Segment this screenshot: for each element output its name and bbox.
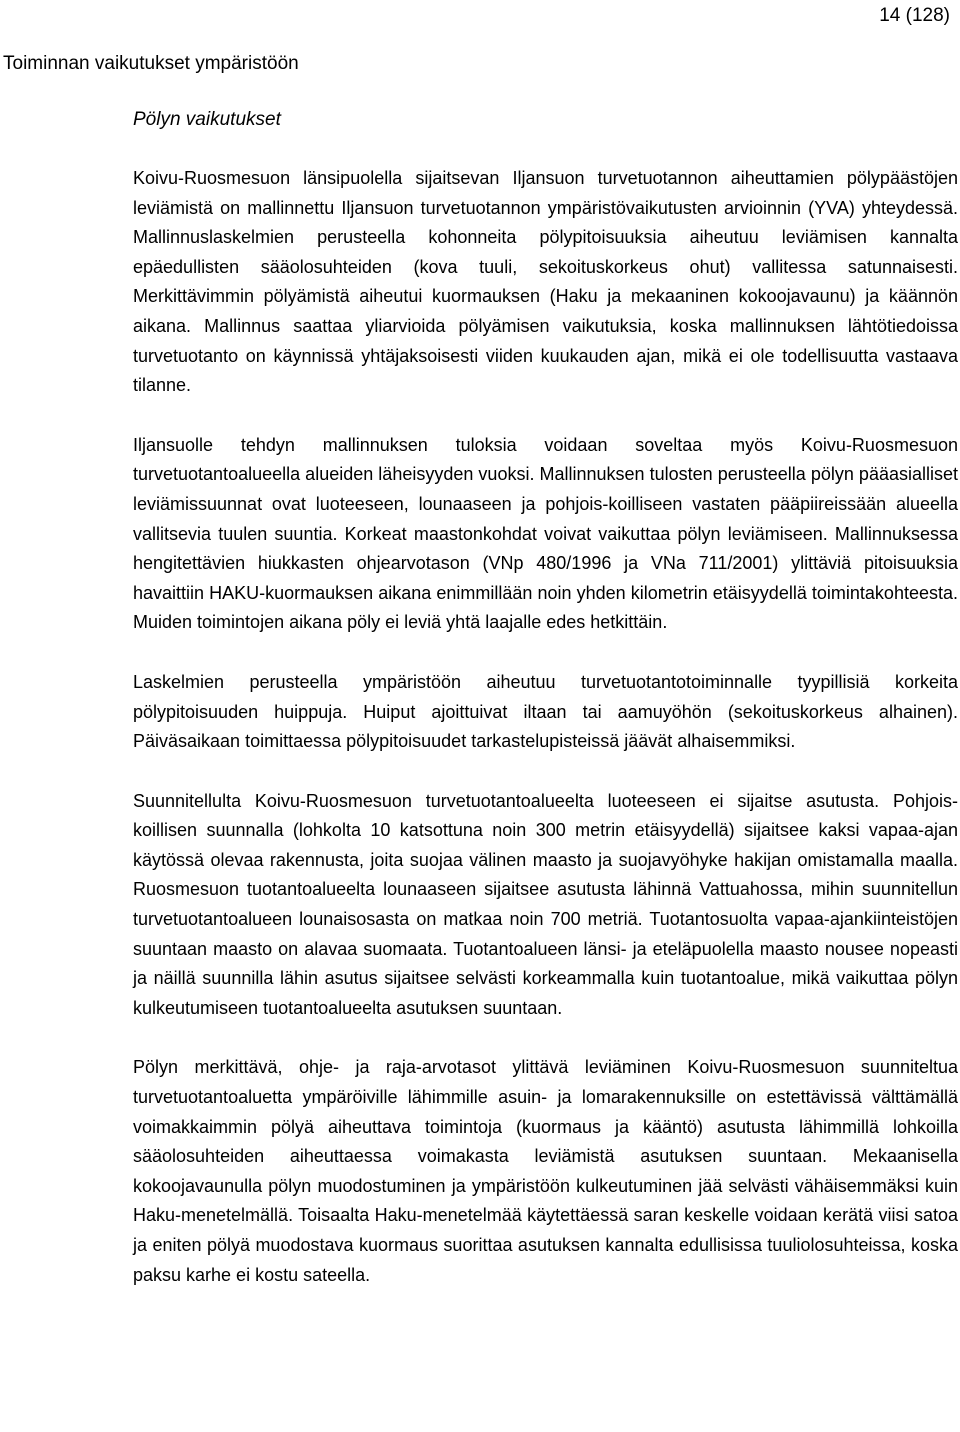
paragraph: Suunnitellulta Koivu-Ruosmesuon turvetuotantoalueelta luoteeseen ei sijaitse asutusta. Pohjois-koillisen suunnalla (lohkolta 10 katsottuna noin 300 metrin etäisyydellä) sijaitsee kaksi vapaa-ajan käytössä olevaa rakennusta, joita suojaa välinen maasto ja suojavyöhyke hakijan omistamalla maalla. Ruosmesuon tuotantoalueelta lounaaseen sijaitsee asutusta lähinnä Vattuahossa, mihin suunnitellun turvetuotantoalueen lounaisosasta on matkaa noin 700 metriä. Tuotantosuolta vapaa-ajankiinteistöjen suuntaan maasto on alavaa suomaata. Tuotantoalueen länsi- ja eteläpuolella maasto nousee nopeasti ja näillä suunnilla lähin asutus sijaitsee selvästi korkeammalla kuin tuotantoalue, mikä vaikuttaa pölyn kulkeutumiseen tuotantoalueelta asutuksen suuntaan. xyxy=(133,790,958,1018)
body-text xyxy=(133,164,958,1320)
page-number: 14 (128) xyxy=(879,5,950,26)
paragraph: Koivu-Ruosmesuon länsipuolella sijaitsevan Iljansuon turvetuotannon aiheuttamien pölypäästöjen leviämistä on mallinnettu Iljansuon turvetuotannon ympäristövaikutusten arvioinnin (YVA) yhteydessä. Mallinnuslaskelmien perusteella kohonneita pölypitoisuuksia aiheutuu leviämisen kannalta epäedullisten sääolosuhteiden (kova tuuli, sekoituskorkeus ohut) vallitessa satunnaisesti. Merkittävimmin pölyämistä aiheutui kuormauksen (Haku ja mekaaninen kokoojavaunu) ja käännön aikana. Mallinnus saattaa yliarvioida pölyämisen vaikutuksia, koska mallinnuksen lähtötiedoissa turvetuotanto on käynnissä yhtäjaksoisesti viiden kuukauden ajan, mikä ei ole todellisuutta vastaava tilanne. xyxy=(133,168,958,396)
section-title: Toiminnan vaikutukset ympäristöön xyxy=(3,53,299,74)
paragraph: Iljansuolle tehdyn mallinnuksen tuloksia voidaan soveltaa myös Koivu-Ruosmesuon turvetuotantoalueella alueiden läheisyyden vuoksi. Mallinnuksen tulosten perusteella pölyn pääasialliset leviämissuunnat ovat luoteeseen, lounaaseen ja pohjois-koilliseen vastaten pääpiireissään alueella vallitsevia tuulen suuntia. Korkeat maastonkohdat voivat vaikuttaa pölyn leviämiseen. Mallinnuksessa hengitettävien hiukkasten ohjearvotason (VNp 480/1996 ja VNa 711/2001) ylittäviä pitoisuuksia havaittiin HAKU-kuormauksen aikana enimmillään noin yhden kilometrin etäisyydellä toimintakohteesta. Muiden toimintojen aikana pöly ei leviä yhtä laajalle edes hetkittäin. xyxy=(133,434,958,633)
paragraph: Laskelmien perusteella ympäristöön aiheutuu turvetuotantotoiminnalle tyypillisiä korkeita pölypitoisuuden huippuja. Huiput ajoittuivat iltaan tai aamuyöhön (sekoituskorkeus alhainen). Päiväsaikaan toimittaessa pölypitoisuudet tarkastelupisteissä jäävät alhaisemmiksi. xyxy=(133,671,958,752)
paragraph: Pölyn merkittävä, ohje- ja raja-arvotasot ylittävä leviäminen Koivu-Ruosmesuon suunniteltua turvetuotantoaluetta ympäröiville lähimmille asuin- ja lomarakennuksille on estettävissä välttämällä voimakkaimmin pölyä aiheuttava toimintoja (kuormaus ja kääntö) asutusta lähimmillä lohkoilla sääolosuhteiden aiheuttaessa voimakasta leviämistä asutuksen suuntaan. Mekaanisella kokoojavaunulla pölyn muodostuminen ja ympäristöön kulkeutuminen jää selvästi vähäisemmäksi kuin Haku-menetelmällä. Toisaalta Haku-menetelmää käytettäessä saran keskelle voidaan kerätä viisi satoa ja eniten pölyä muodostava kuormaus suorittaa asutuksen kannalta edullisissa tuuliolosuhteissa, koska paksu karhe ei kostu sateella. xyxy=(133,1057,958,1285)
subsection-title: Pölyn vaikutukset xyxy=(133,109,281,130)
